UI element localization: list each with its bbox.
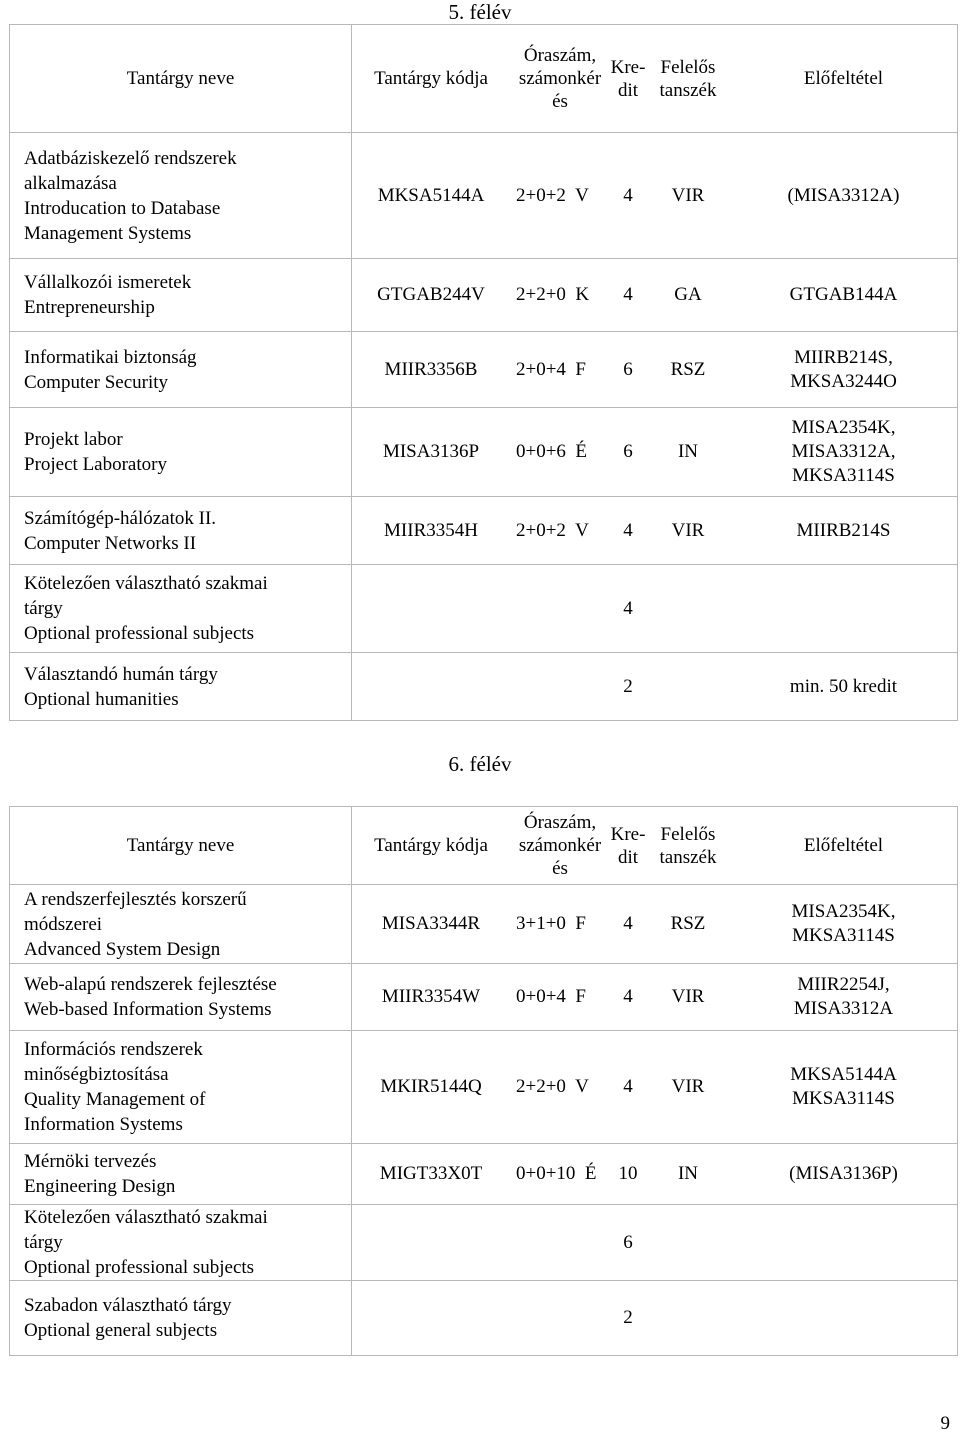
- prerequisite: [730, 1063, 957, 1111]
- header-prerequisite: Előfeltétel: [803, 67, 884, 89]
- department: IN: [677, 1163, 699, 1184]
- subject-code: MIGT33X0T: [379, 1163, 483, 1184]
- header-department: Felelős tanszék: [659, 823, 717, 868]
- header-credit: Kre- dit: [610, 823, 646, 868]
- credit: 4: [623, 519, 633, 541]
- subject-code: MKSA5144A: [377, 184, 485, 206]
- subject-details: [352, 133, 958, 259]
- subject-name-line: Optional humanities: [24, 688, 179, 710]
- subject-name-line: Information Systems: [24, 1114, 183, 1135]
- header-subject-code: Tantárgy kódja: [374, 68, 488, 89]
- prerequisite: [730, 519, 957, 543]
- table-row: [10, 497, 958, 565]
- prerequisite-line: GTGAB144A: [789, 284, 898, 305]
- prerequisite: [730, 973, 957, 1021]
- credit: 6: [623, 441, 633, 462]
- subject-name-line: Management Systems: [24, 222, 192, 244]
- subject-code: MIIR3354H: [384, 519, 478, 541]
- hours-and-exam: 0+0+6 É: [516, 441, 588, 462]
- prerequisite: [730, 416, 957, 488]
- subject-code: MIIR3354W: [381, 986, 481, 1007]
- header-subject-name: Tantárgy neve: [10, 25, 352, 133]
- table-row: [10, 133, 958, 259]
- subject-name-line: Információs rendszerek: [24, 1039, 203, 1060]
- subject-name-line: Quality Management of: [24, 1089, 206, 1110]
- subject-details: [352, 1205, 958, 1281]
- prerequisite-line: MIIR2254J,: [797, 974, 890, 995]
- table-header-row: [10, 807, 958, 885]
- department: RSZ: [670, 358, 706, 380]
- subject-name-line: alkalmazása: [24, 172, 117, 194]
- subject-details: [352, 964, 958, 1031]
- subject-name-line: Engineering Design: [24, 1176, 176, 1197]
- subject-details: [352, 259, 958, 332]
- subject-code: MISA3136P: [382, 441, 480, 462]
- subject-name: [10, 1281, 352, 1356]
- prerequisite-line: MKSA3114S: [792, 465, 895, 486]
- semester-6-title: 6. félév: [448, 752, 512, 776]
- hours-and-exam: 2+0+2 V: [516, 519, 589, 541]
- prerequisite-line: MKSA3114S: [792, 925, 895, 946]
- hours-and-exam: 0+0+4 F: [516, 986, 586, 1007]
- table-row: [10, 259, 958, 332]
- credit: 4: [623, 986, 633, 1007]
- hours-and-exam: 2+2+0 V: [516, 1076, 589, 1097]
- subject-code: MKIR5144Q: [380, 1076, 482, 1097]
- header-hours: Óraszám, számonkér és: [518, 45, 602, 112]
- subject-details: [352, 1031, 958, 1144]
- department: VIR: [671, 519, 705, 541]
- subject-name-line: Projekt labor: [24, 429, 123, 450]
- subject-name: [10, 408, 352, 497]
- subject-name: [10, 259, 352, 332]
- table-row: [10, 332, 958, 408]
- semester-5-title: 5. félév: [448, 0, 512, 24]
- department: RSZ: [670, 913, 706, 934]
- subject-name: [10, 133, 352, 259]
- prerequisite: [730, 900, 957, 948]
- table-row: [10, 1144, 958, 1205]
- hours-and-exam: 0+0+10 É: [516, 1163, 597, 1184]
- header-subject-name: Tantárgy neve: [10, 807, 352, 885]
- prerequisite-line: MIIRB214S: [796, 519, 891, 541]
- table-row: [10, 653, 958, 721]
- subject-name: [10, 565, 352, 653]
- subject-name-line: Web-based Information Systems: [24, 999, 272, 1020]
- prerequisite: [730, 1162, 957, 1186]
- credit: 4: [623, 184, 633, 206]
- subject-name: [10, 332, 352, 408]
- subject-name: [10, 497, 352, 565]
- prerequisite-line: MISA2354K,: [791, 901, 896, 922]
- subject-details: [352, 1281, 958, 1356]
- prerequisite-line: MISA2354K,: [791, 417, 896, 438]
- subject-name-line: Kötelezően választható szakmai: [24, 1207, 268, 1228]
- subject-name-line: Project Laboratory: [24, 454, 167, 475]
- subject-name-line: Vállalkozói ismeretek: [24, 272, 192, 293]
- subject-name-line: Kötelezően választható szakmai: [24, 573, 268, 594]
- subject-name-line: minőségbiztosítása: [24, 1064, 169, 1085]
- department: VIR: [671, 986, 705, 1007]
- prerequisite-line: MISA3312A: [793, 998, 894, 1019]
- prerequisite-line: MIIRB214S,: [794, 346, 893, 368]
- header-department: Felelős tanszék: [659, 56, 717, 101]
- prerequisite: [730, 675, 957, 699]
- subject-name-line: Szabadon választható tárgy: [24, 1295, 232, 1316]
- subject-name: [10, 1205, 352, 1281]
- credit: 4: [623, 1076, 633, 1097]
- subject-name-line: Választandó humán tárgy: [24, 663, 218, 685]
- subject-code: MIIR3356B: [384, 358, 478, 380]
- credit: 6: [623, 358, 633, 380]
- department: VIR: [671, 184, 705, 206]
- subject-name-line: Introducation to Database: [24, 197, 221, 219]
- table-row: [10, 964, 958, 1031]
- subject-name-line: Adatbáziskezelő rendszerek: [24, 147, 237, 169]
- subject-name-line: tárgy: [24, 598, 63, 619]
- subject-name-line: Computer Security: [24, 371, 169, 393]
- prerequisite: [730, 346, 957, 394]
- subject-name: [10, 653, 352, 721]
- table-row: [10, 408, 958, 497]
- prerequisite-line: (MISA3136P): [789, 1163, 898, 1184]
- table-row: [10, 1205, 958, 1281]
- credit: 4: [623, 284, 633, 305]
- subject-details: [352, 332, 958, 408]
- credit: 4: [623, 913, 633, 934]
- department: GA: [674, 284, 702, 305]
- subject-name-line: Web-alapú rendszerek fejlesztése: [24, 974, 277, 995]
- table-row: [10, 565, 958, 653]
- header-details: [352, 25, 958, 133]
- subject-details: [352, 497, 958, 565]
- subject-name: [10, 1144, 352, 1205]
- table-row: [10, 1031, 958, 1144]
- credit: 2: [623, 675, 633, 697]
- credit: 10: [618, 1163, 638, 1184]
- subject-details: [352, 885, 958, 964]
- subject-name-line: Computer Networks II: [24, 532, 197, 554]
- subject-details: [352, 653, 958, 721]
- prerequisite-line: min. 50 kredit: [789, 675, 898, 697]
- subject-name-line: Optional professional subjects: [24, 623, 255, 644]
- table-row: [10, 885, 958, 964]
- table-header-row: [10, 25, 958, 133]
- subject-name-line: A rendszerfejlesztés korszerű: [24, 888, 247, 910]
- header-credit: Kre- dit: [610, 56, 646, 101]
- prerequisite: [730, 283, 957, 307]
- subject-name: [10, 885, 352, 964]
- subject-name-line: Optional general subjects: [24, 1320, 218, 1341]
- department: IN: [677, 441, 699, 462]
- subject-name-line: Entrepreneurship: [24, 297, 155, 318]
- subject-code: MISA3344R: [381, 913, 481, 934]
- hours-and-exam: 2+2+0 K: [516, 284, 590, 305]
- subject-code: GTGAB244V: [377, 284, 485, 305]
- credit: 4: [623, 597, 633, 619]
- subject-name-line: tárgy: [24, 1232, 63, 1253]
- header-subject-code: Tantárgy kódja: [374, 835, 488, 856]
- subject-name: [10, 964, 352, 1031]
- subject-details: [352, 1144, 958, 1205]
- department: VIR: [671, 1076, 705, 1097]
- header-details: [352, 807, 958, 885]
- subject-name-line: Mérnöki tervezés: [24, 1151, 157, 1172]
- prerequisite-line: MISA3312A,: [791, 441, 896, 462]
- prerequisite-line: MKSA3114S: [792, 1088, 895, 1109]
- subject-name-line: Optional professional subjects: [24, 1257, 255, 1278]
- subject-name-line: Advanced System Design: [24, 938, 221, 960]
- subject-name-line: módszerei: [24, 913, 103, 935]
- subject-name: [10, 1031, 352, 1144]
- header-prerequisite: Előfeltétel: [803, 834, 884, 856]
- page-number: 9: [940, 1413, 950, 1434]
- table-row: [10, 1281, 958, 1356]
- prerequisite-line: MKSA3244O: [790, 370, 897, 392]
- credit: 2: [623, 1307, 633, 1328]
- hours-and-exam: 2+0+4 F: [516, 358, 586, 380]
- hours-and-exam: 3+1+0 F: [516, 913, 586, 934]
- semester-5-table: [9, 24, 958, 721]
- subject-details: [352, 565, 958, 653]
- subject-name-line: Informatikai biztonság: [24, 346, 197, 368]
- subject-details: [352, 408, 958, 497]
- prerequisite-line: MKSA5144A: [790, 1064, 897, 1085]
- semester-6-table: [9, 806, 958, 1356]
- subject-name-line: Számítógép-hálózatok II.: [24, 507, 217, 529]
- header-hours: Óraszám, számonkér és: [518, 812, 602, 879]
- prerequisite-line: (MISA3312A): [787, 184, 900, 206]
- prerequisite: [730, 184, 957, 208]
- credit: 6: [623, 1231, 633, 1253]
- hours-and-exam: 2+0+2 V: [516, 184, 589, 206]
